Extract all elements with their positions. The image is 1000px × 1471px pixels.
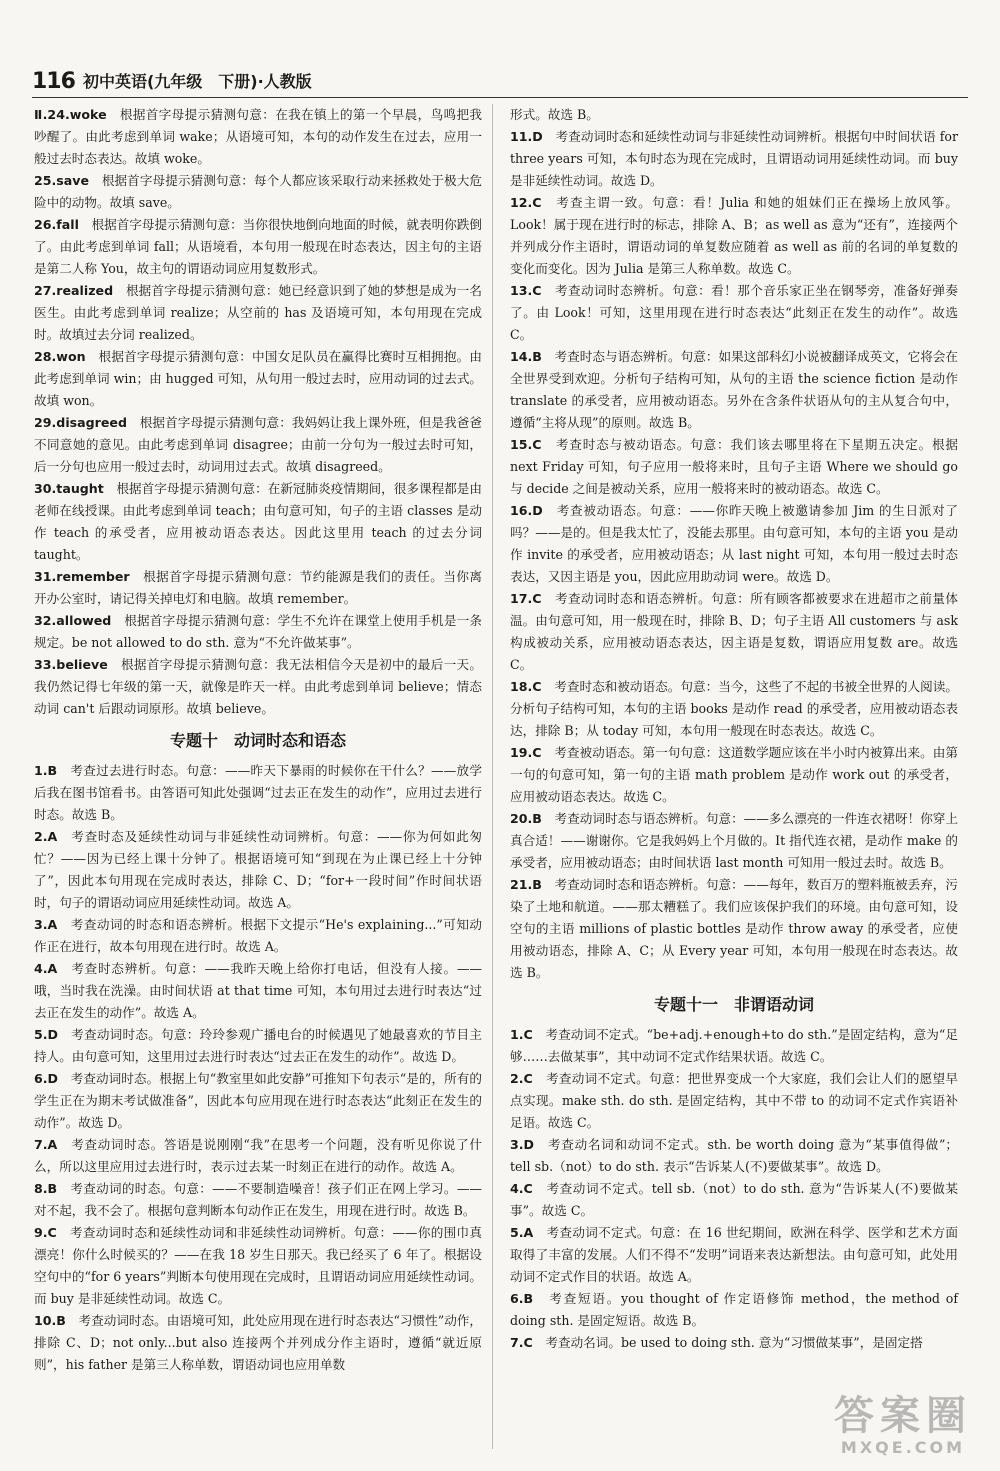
answer-entry [510,126,958,192]
answer-explanation: 根据首字母提示猜测句意：当你很快地倒向地面的时候，就表明你跌倒了。由此考虑到单词 fall；从语境看，本句用一般现在时态表达，因主句的主语是第二人称 You，故主句的谓语动词应用复数形式。 [34,217,482,276]
section11-answer-list [510,1024,958,1354]
left-column [34,104,482,1376]
answer-number: 5.D [34,1027,59,1042]
answer-number: 19.C [510,745,542,760]
answer-entry [34,826,482,914]
answer-entry [34,1310,482,1376]
answer-number: 32.allowed [34,613,112,628]
answer-number: 12.C [510,195,542,210]
answer-explanation: 考查主谓一致。句意：看！Julia 和她的姐妹们正在操场上放风筝。Look！属于现在进行时的标志，排除 A、B；as well as 意为“还有”，连接两个并列成分作主语时，谓语动词的单复数应随着 as well as 前的名词的单复数的变化而变化。因为 Julia 是第三人称单数。故选 C。 [510,195,958,276]
answer-explanation: 考查动词的时态和语态辨析。根据下文提示“He's explaining...”可知动作正在进行，故本句用现在进行时。故选 A。 [34,917,482,954]
answer-entry [34,478,482,566]
answer-number: 28.won [34,349,86,364]
answer-number: 5.A [510,1225,534,1240]
answer-explanation: 根据首字母提示猜测句意：我无法相信今天是初中的最后一天。我仍然记得七年级的第一天，就像是昨天一样。由此考虑到单词 believe；情态动词 can't 后跟动词原形。故填 believe。 [34,657,482,716]
answer-number: 21.B [510,877,542,892]
answer-explanation: 考查时态及延续性动词与非延续性动词辨析。句意：——你为何如此匆忙？——因为已经上课十分钟了。根据语境可知“到现在为止课已经上十分钟了”，因此本句用现在完成时表达，排除 C、D；“for+一段时间”作时间状语时，句子的谓语动词应用延续性动词。故选 A。 [34,829,482,910]
book-title: 初中英语(九年级 下册)·人教版 [82,72,312,91]
column-divider [492,104,493,1449]
answer-entry [510,874,958,984]
answer-explanation: 考查动词时态。根据上句“教室里如此安静”可推知下句表示“是的，所有的学生正在为期末考试做准备”，因此本句应用现在进行时态表达“此刻正在发生的动作”。故选 D。 [34,1071,482,1130]
answer-explanation: 考查动词时态和延续性动词和非延续性动词辨析。句意：——你的围巾真漂亮！你什么时候买的？——在我 18 岁生日那天。我已经买了 6 年了。根据设空句中的“for 6 years”判断本句使用现在完成时，且谓语动词应用延续性动词。而 buy 是非延续性动词。故选 C。 [34,1225,482,1306]
answer-explanation: 根据首字母提示猜测句意：在我在镇上的第一个早晨，鸟鸣把我吵醒了。由此考虑到单词 wake；从语境可知，本句的动作发生在过去，应用一般过去时态表达。故填 woke。 [34,107,482,166]
answer-explanation: 根据首字母提示猜测句意：我妈妈让我上课外班，但是我爸爸不同意她的意见。由此考虑到单词 disagree；由前一分句为一般过去时可知，后一分句也应用一般过去时，动词用过去式。故填 disagreed。 [34,415,482,474]
section-title-11: 专题十一 非谓语动词 [653,995,814,1014]
answer-entry [34,1068,482,1134]
answer-entry [510,1222,958,1288]
answer-explanation: 考查动词时态和语态辨析。句意：所有顾客都被要求在进超市之前量体温。由句意可知，用一般现在时，排除 B、D；句子主语 All customers 与 ask 构成被动关系，应用被动语态表达，因主语是复数，谓语应用复数 are。故选 C。 [510,591,958,672]
answer-number: 30.taught [34,481,104,496]
answer-entry [510,808,958,874]
answer-entry [34,958,482,1024]
answer-number: 2.A [34,829,58,844]
section10-answer-list-continued [510,126,958,984]
answer-number: 6.D [34,1071,59,1086]
answer-number: 1.C [510,1027,533,1042]
answer-entry [510,1024,958,1068]
answer-number: 11.D [510,129,543,144]
answer-number: 3.A [34,917,58,932]
watermark-url: MXQE.COM [840,1438,966,1457]
answer-number: 10.B [34,1313,66,1328]
answer-number: 8.B [34,1181,58,1196]
answer-number: 31.remember [34,569,130,584]
answer-entry [34,1222,482,1310]
answer-number: 1.B [34,763,58,778]
answer-number: 27.realized [34,283,114,298]
page-number: 116 [32,69,75,94]
watermark-text: 答案圈 [834,1393,972,1439]
answer-entry [34,1134,482,1178]
answer-explanation: 考查动词时态辨析。句意：看！那个音乐家正坐在钢琴旁，准备好弹奏了。由 Look！可知，这里用现在进行时态表达“此刻正在发生的动作”。故选 C。 [510,283,958,342]
section9-answer-list [34,104,482,720]
answer-explanation: 考查动词不定式。句意：把世界变成一个大家庭，我们会让人们的愿望早点实现。make sth. do sth. 是固定结构，其中不带 to 的动词不定式作宾语补足语。故选 C。 [510,1071,958,1130]
answer-explanation: 考查动词时态和延续性动词与非延续性动词辨析。根据句中时间状语 for three years 可知，本句时态为现在完成时，且谓语动词用延续性动词。而 buy 是非延续性动词。故选 D。 [510,129,958,188]
answer-number: 2.C [510,1071,533,1086]
answer-number: 20.B [510,811,542,826]
answer-entry [34,170,482,214]
answer-number: 4.A [34,961,58,976]
answer-explanation: 考查动词不定式。“be+adj.+enough+to do sth.”是固定结构，意为“足够……去做某事”，其中动词不定式作结果状语。故选 C。 [510,1027,958,1064]
answer-entry [34,566,482,610]
answer-entry [510,500,958,588]
answer-entry [510,1178,958,1222]
answer-entry [34,412,482,478]
answer-number: 15.C [510,437,542,452]
continued-text: 形式。故选 B。 [510,107,599,122]
answer-explanation: 考查时态和被动语态。句意：当今，这些了不起的书被全世界的人阅读。分析句子结构可知，本句的主语 books 是动作 read 的承受者，应用被动语态表达，排除 B；从 today 可知，本句用一般现在时态表达。故选 C。 [510,679,958,738]
answer-explanation: 考查被动语态。第一句句意：这道数学题应该在半小时内被算出来。由第一句的句意可知，第一句的主语 math problem 是动作 work out 的承受者，应用被动语态表达。故选 C。 [510,745,958,804]
header-rule [32,97,968,98]
answer-explanation: 考查过去进行时态。句意：——昨天下暴雨的时候你在干什么？——放学后我在图书馆看书。由答语可知此处强调“过去正在发生的动作”，应用过去进行时态。故选 B。 [34,763,482,822]
answer-entry [510,1134,958,1178]
answer-number: 25.save [34,173,90,188]
answer-explanation: 考查动词的时态。句意：——不要制造噪音！孩子们正在网上学习。——对不起，我不会了。根据句意判断本句动作正在发生，用现在进行时。故选 B。 [34,1181,482,1218]
answer-explanation: 考查被动语态。句意：——你昨天晚上被邀请参加 Jim 的生日派对了吗？——是的。但是我太忙了，没能去那里。由句意可知，本句的主语 you 是动作 invite 的承受者，应用被动语态；从 last night 可知，本句用一般过去时态表达，又因主语是 you，因此应用助动词 were。故选 D。 [510,503,958,584]
answer-explanation: 考查动名词和动词不定式。sth. be worth doing 意为“某事值得做”；tell sb.（not）to do sth. 表示“告诉某人(不)要做某事”。故选 D。 [510,1137,958,1174]
answer-explanation: 根据首字母提示猜测句意：她已经意识到了她的梦想是成为一名医生。由此考虑到单词 realize；从空前的 has 及语境可知，本句用现在完成时。故填过去分词 realized。 [34,283,482,342]
answer-explanation: 考查动词不定式。tell sb.（not）to do sth. 意为“告诉某人(不)要做某事”。故选 C。 [510,1181,958,1218]
answer-number: 16.D [510,503,543,518]
answer-number: 13.C [510,283,542,298]
answer-explanation: 考查动词时态。句意：玲玲参观广播电台的时候遇见了她最喜欢的节目主持人。由句意可知，这里用过去进行时表达“过去正在发生的动作”。故选 D。 [34,1027,482,1064]
answer-explanation: 考查动词时态。答语是说刚刚“我”在思考一个问题，没有听见你说了什么，所以这里应用过去进行时，表示过去某一时刻正在进行的动作。故选 A。 [34,1137,482,1174]
answer-entry [510,588,958,676]
answer-entry [34,610,482,654]
answer-number: 18.C [510,679,542,694]
answer-entry [510,676,958,742]
answer-entry [510,192,958,280]
answer-explanation: 考查时态与被动语态。句意：我们该去哪里将在下星期五决定。根据 next Friday 可知，句子应用一般将来时，且句子主语 Where we should go 与 decide 之间是被动关系，应用一般将来时的被动语态。故选 C。 [510,437,958,496]
answer-explanation: 根据首字母提示猜测句意：每个人都应该采取行动来拯救处于极大危险中的动物。故填 save。 [34,173,482,210]
answer-explanation: 考查动名词。be used to doing sth. 意为“习惯做某事”，是固定搭 [532,1335,923,1350]
answer-entry [34,104,482,170]
answer-entry [34,280,482,346]
answer-number: 26.fall [34,217,79,232]
page-header [32,62,312,94]
answer-entry [34,1178,482,1222]
answer-number: 6.B [510,1291,534,1306]
answer-number: 33.believe [34,657,108,672]
answer-number: Ⅱ.24.woke [34,107,107,122]
answer-explanation: 考查短语。you thought of 作定语修饰 method，the method of doing sth. 是固定短语。故选 B。 [510,1291,958,1328]
answer-number: 3.D [510,1137,535,1152]
section10-answer-list [34,760,482,1376]
answer-entry [510,1332,958,1354]
answer-explanation: 考查动词时态与语态辨析。句意：——多么漂亮的一件连衣裙呀！你穿上真合适！——谢谢你。它是我妈妈上个月做的。It 指代连衣裙，是动作 make 的承受者，应用被动语态；由时间状语 last month 可知用一般过去时。故选 B。 [510,811,958,870]
answer-entry [510,434,958,500]
answer-entry [510,742,958,808]
answer-number: 9.C [34,1225,57,1240]
answer-explanation: 考查时态与语态辨析。句意：如果这部科幻小说被翻译成英文，它将会在全世界受到欢迎。分析句子结构可知，从句的主语 the science fiction 是动作 translate 的承受者，应用被动语态。另外在含条件状语从句的主从复合句中，遵循“主将从现”的原则。故选 B。 [510,349,958,430]
answer-explanation: 根据首字母提示猜测句意：节约能源是我们的责任。当你离开办公室时，请记得关掉电灯和电脑。故填 remember。 [34,569,482,606]
answer-explanation: 根据首字母提示猜测句意：在新冠肺炎疫情期间，很多课程都是由老师在线授课。由此考虑到单词 teach；由句意可知，句子的主语 classes 是动作 teach 的承受者，应用被动语态表达。因此这里用 teach 的过去分词 taught。 [34,481,482,562]
answer-entry [34,346,482,412]
answer-number: 29.disagreed [34,415,127,430]
answer-number: 7.A [34,1137,58,1152]
answer-number: 17.C [510,591,542,606]
answer-entry [510,1068,958,1134]
answer-explanation: 根据首字母提示猜测句意：学生不允许在课堂上使用手机是一条规定。be not allowed to do sth. 意为“不允许做某事”。 [34,613,482,650]
watermark-logo [834,1394,972,1457]
section-title-10: 专题十 动词时态和语态 [169,731,346,750]
answer-entry [34,654,482,720]
answer-entry [510,346,958,434]
answer-entry [34,214,482,280]
answer-number: 14.B [510,349,542,364]
answer-explanation: 考查动词时态。由语境可知，此处应用现在进行时态表达“习惯性”动作，排除 C、D；not only...but also 连接两个并列成分作主语时，遵循“就近原则”，his father 是第三人称单数，谓语动词也应用单数 [34,1313,482,1372]
answer-explanation: 考查时态辨析。句意：——我昨天晚上给你打电话，但没有人接。——哦，当时我在洗澡。由时间状语 at that time 可知，本句用过去进行时表达“过去正在发生的动作”。故选 A。 [34,961,482,1020]
answer-entry [34,1024,482,1068]
answer-entry [510,1288,958,1332]
answer-entry [510,280,958,346]
answer-entry [34,760,482,826]
answer-explanation: 考查动词时态和语态辨析。句意：——每年，数百万的塑料瓶被丢弃，污染了土地和航道。——那太糟糕了。我们应该保护我们的环境。由句意可知，设空句的主语 millions of plastic bottles 是动作 throw away 的承受者，应使用被动语态，排除 A、C；从 Every year 可知，本句用一般现在时态表达。故选 B。 [510,877,958,980]
answer-explanation: 根据首字母提示猜测句意：中国女足队员在赢得比赛时互相拥抱。由此考虑到单词 win；由 hugged 可知，从句用一般过去时，应用动词的过去式。故填 won。 [34,349,483,408]
answer-entry [34,914,482,958]
right-column [510,104,958,1354]
answer-number: 7.C [510,1335,533,1350]
answer-number: 4.C [510,1181,533,1196]
answer-explanation: 考查动词不定式。句意：在 16 世纪期间，欧洲在科学、医学和艺术方面取得了丰富的发展。人们不得不“发明”词语来表达新想法。由句意可知，此处用动词不定式作目的状语。故选 A。 [510,1225,958,1284]
